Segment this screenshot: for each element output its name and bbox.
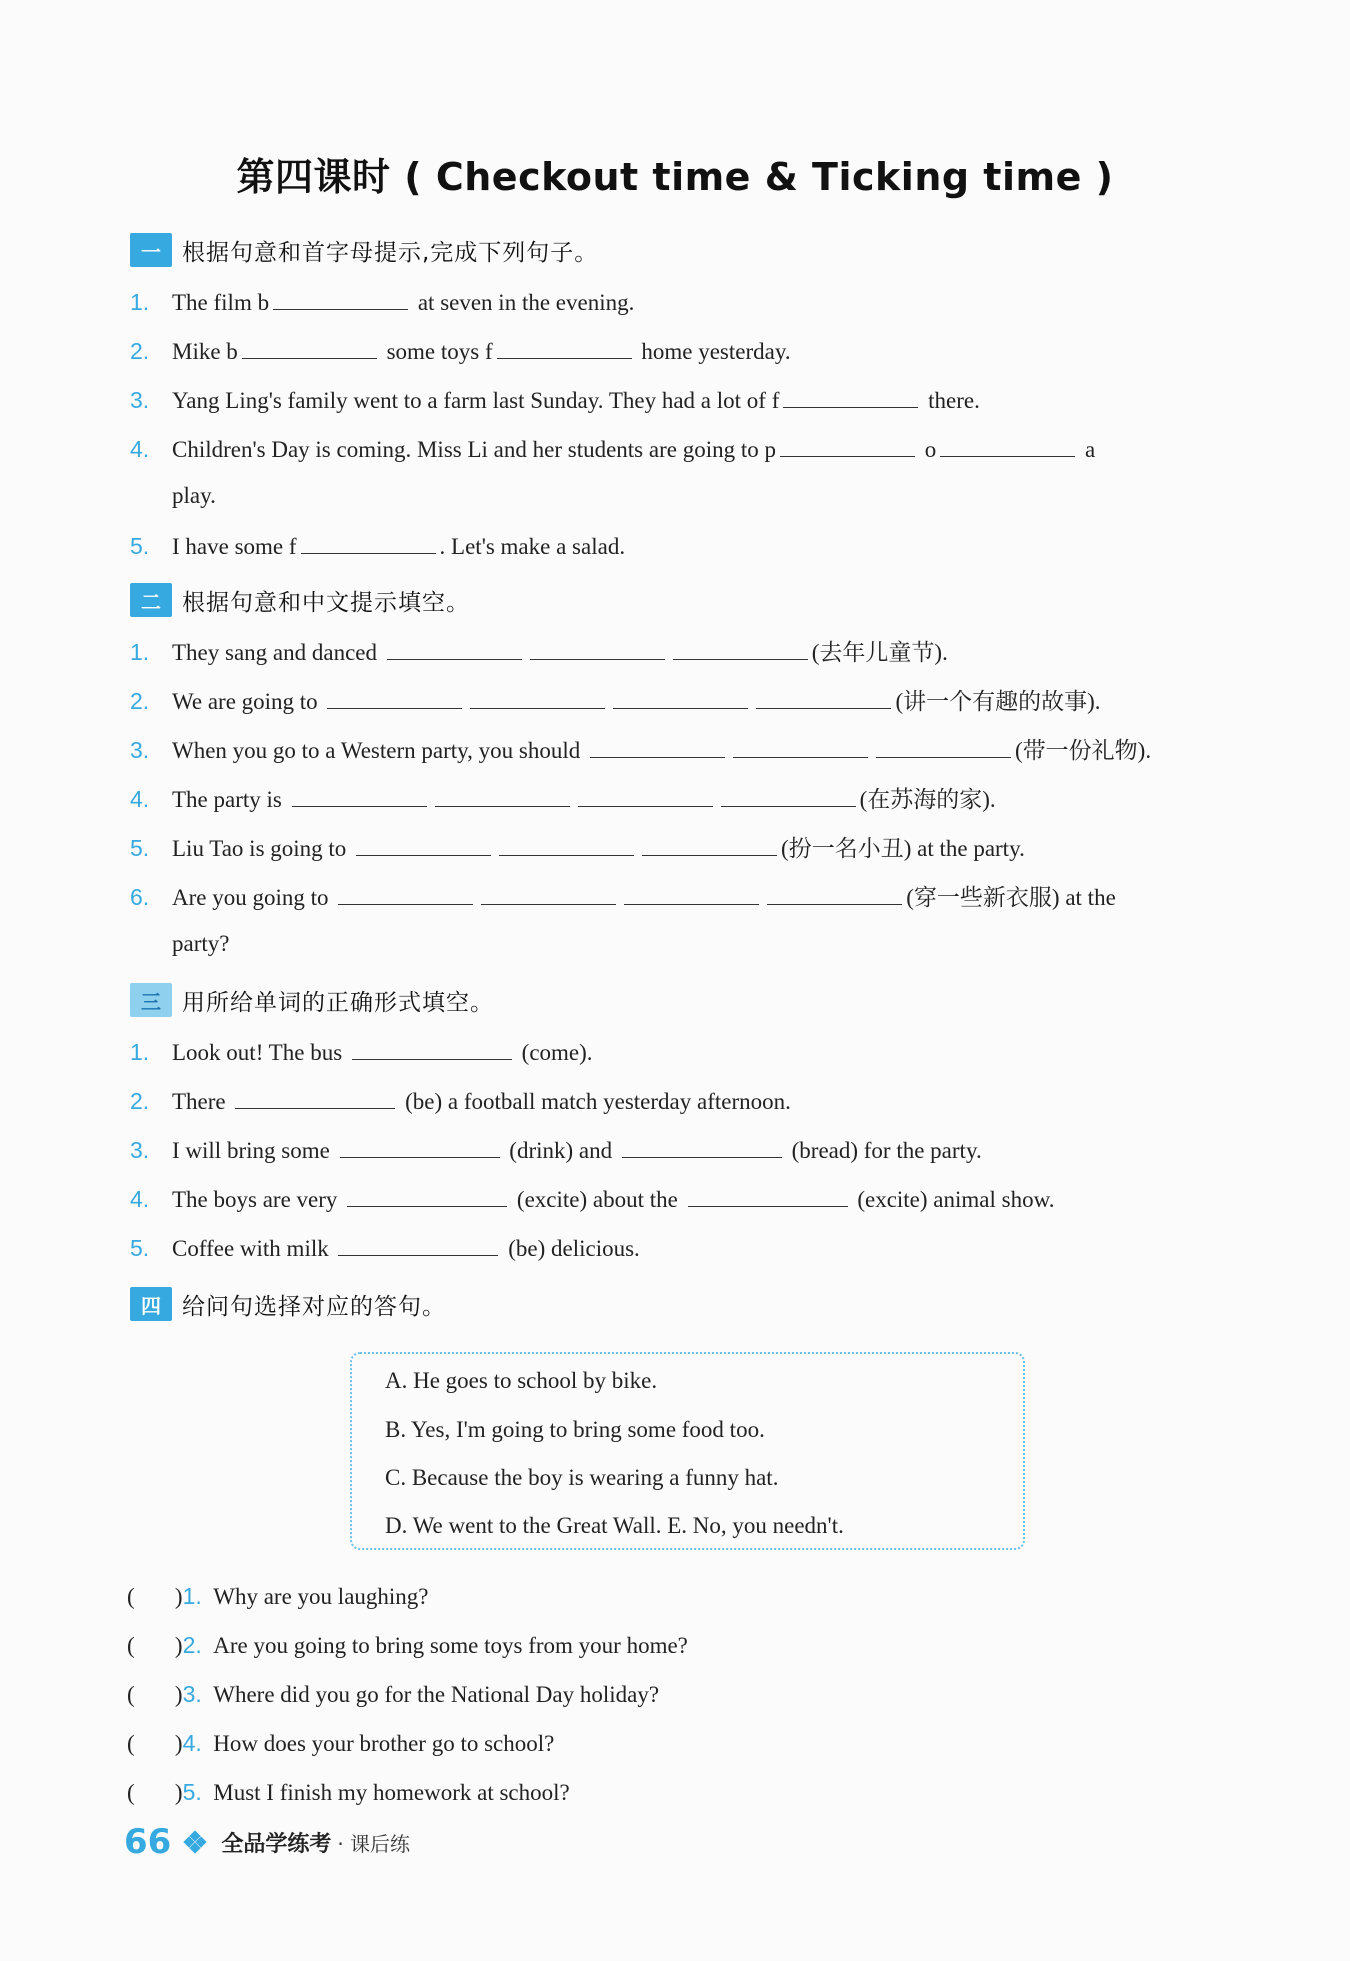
question-text: a (1085, 437, 1096, 462)
answer-blank[interactable] (940, 434, 1075, 457)
answer-blank[interactable] (340, 1135, 500, 1158)
s2-question-4 (130, 783, 996, 816)
s2-question-6 (130, 881, 1116, 914)
section-4-heading: 给问句选择对应的答句。 (182, 1293, 446, 1320)
question-text: Liu Tao is going to (172, 836, 347, 861)
question-text: Coffee with milk (172, 1236, 329, 1261)
option-b: B. Yes, I'm going to bring some food too. (385, 1417, 765, 1442)
question-number: 1. (130, 639, 150, 665)
section-2-badge: 二 (130, 583, 172, 617)
question-text: some toys f (386, 339, 493, 364)
answer-blank[interactable] (235, 1086, 395, 1109)
question-text: I will bring some (172, 1138, 330, 1163)
question-number: 4. (182, 1730, 202, 1756)
answer-blank[interactable] (435, 784, 570, 807)
question-number: 2. (130, 1088, 150, 1114)
answer-paren[interactable]: ( ) (127, 1731, 183, 1756)
s4-question-3 (127, 1681, 659, 1708)
s3-question-2 (130, 1085, 791, 1118)
question-number: 3. (182, 1681, 202, 1707)
section-3-badge: 三 (130, 983, 172, 1017)
question-number: 3. (130, 387, 150, 413)
answer-blank[interactable] (783, 385, 918, 408)
s1-question-1 (130, 286, 634, 319)
answer-paren[interactable]: ( ) (127, 1584, 183, 1609)
s2-question-1 (130, 636, 948, 669)
question-text: there. (928, 388, 980, 413)
answer-blank[interactable] (590, 735, 725, 758)
answer-blank[interactable] (780, 434, 915, 457)
section-1-heading: 根据句意和首字母提示,完成下列句子。 (182, 239, 599, 266)
question-number: 2. (182, 1632, 202, 1658)
question-text: at seven in the evening. (417, 290, 635, 315)
answer-blank[interactable] (242, 336, 377, 359)
answer-blank[interactable] (721, 784, 856, 807)
question-text: There (172, 1089, 226, 1114)
answer-blank[interactable] (327, 686, 462, 709)
question-text: The party is (172, 787, 282, 812)
question-text: Are you going to (172, 885, 329, 910)
s3-question-3 (130, 1134, 982, 1167)
s1-question-2 (130, 335, 791, 368)
option-d-e: D. We went to the Great Wall. E. No, you needn't. (385, 1513, 844, 1538)
question-text: (bread) for the party. (791, 1138, 982, 1163)
answer-blank[interactable] (876, 735, 1011, 758)
section-2-header (130, 580, 470, 620)
answer-blank[interactable] (356, 833, 491, 856)
question-number: 6. (130, 884, 150, 910)
question-number: 2. (130, 338, 150, 364)
question-number: 3. (130, 1137, 150, 1163)
question-number: 5. (182, 1779, 202, 1805)
s2-question-6-continued: party? (172, 931, 230, 956)
page-number: 66 (124, 1822, 172, 1862)
answer-blank[interactable] (767, 882, 902, 905)
question-text: Children's Day is coming. Miss Li and her students are going to p (172, 437, 776, 462)
question-text: Look out! The bus (172, 1040, 343, 1065)
question-text: (excite) animal show. (857, 1187, 1055, 1212)
question-text: (excite) about the (516, 1187, 678, 1212)
question-text: I have some f (172, 534, 297, 559)
s4-question-4 (127, 1730, 554, 1757)
answer-options-box (350, 1352, 1025, 1550)
option-c: C. Because the boy is wearing a funny hat. (385, 1465, 779, 1490)
question-number: 2. (130, 688, 150, 714)
answer-blank[interactable] (613, 686, 748, 709)
question-number: 1. (130, 1039, 150, 1065)
s1-question-3 (130, 384, 980, 417)
question-number: 4. (130, 436, 150, 462)
question-text: home yesterday. (641, 339, 791, 364)
s4-question-1 (127, 1583, 429, 1610)
question-text: We are going to (172, 689, 318, 714)
hint-text: (在苏海的家). (859, 787, 996, 812)
question-text: They sang and danced (172, 640, 378, 665)
answer-blank[interactable] (292, 784, 427, 807)
section-1-header (130, 230, 598, 270)
page-footer (124, 1822, 410, 1862)
section-4-header (130, 1284, 446, 1324)
question-text: The film b (172, 290, 270, 315)
answer-blank[interactable] (338, 1233, 498, 1256)
question-number: 1. (182, 1583, 202, 1609)
question-text: Yang Ling's family went to a farm last Sunday. They had a lot of f (172, 388, 780, 413)
hint-text: (穿一些新衣服) at the (906, 885, 1116, 910)
question-text: (drink) and (509, 1138, 613, 1163)
question-text: (be) delicious. (508, 1236, 640, 1261)
s3-question-1 (130, 1036, 593, 1069)
question-text: o (924, 437, 937, 462)
s2-question-5 (130, 832, 1025, 865)
question-number: 4. (130, 1186, 150, 1212)
answer-blank[interactable] (301, 531, 436, 554)
question-text: . Let's make a salad. (439, 534, 626, 559)
question-text: The boys are very (172, 1187, 338, 1212)
question-text: Mike b (172, 339, 238, 364)
answer-paren[interactable]: ( ) (127, 1682, 183, 1707)
answer-blank[interactable] (733, 735, 868, 758)
answer-blank[interactable] (497, 336, 632, 359)
answer-blank[interactable] (499, 833, 634, 856)
question-text: Must I finish my homework at school? (213, 1780, 570, 1805)
question-number: 1. (130, 289, 150, 315)
question-text: Why are you laughing? (213, 1584, 429, 1609)
section-1-badge: 一 (130, 233, 172, 267)
question-text: Are you going to bring some toys from your home? (213, 1633, 688, 1658)
answer-blank[interactable] (352, 1037, 512, 1060)
question-number: 5. (130, 835, 150, 861)
s1-question-5 (130, 530, 625, 563)
question-text: Where did you go for the National Day holiday? (213, 1682, 660, 1707)
question-number: 5. (130, 533, 150, 559)
hint-text: (带一份礼物). (1015, 738, 1152, 763)
s1-question-4-continued: play. (172, 483, 216, 508)
answer-blank[interactable] (530, 637, 665, 660)
answer-blank[interactable] (273, 287, 408, 310)
section-4-badge: 四 (130, 1287, 172, 1321)
answer-blank[interactable] (387, 637, 522, 660)
answer-blank[interactable] (756, 686, 891, 709)
hint-text: (讲一个有趣的故事). (895, 689, 1101, 714)
question-number: 3. (130, 737, 150, 763)
answer-blank[interactable] (688, 1184, 848, 1207)
question-number: 4. (130, 786, 150, 812)
s3-question-4 (130, 1183, 1054, 1216)
hint-text: (扮一名小丑) at the party. (781, 836, 1025, 861)
section-2-heading: 根据句意和中文提示填空。 (182, 589, 470, 616)
question-text: (be) a football match yesterday afternoon. (405, 1089, 791, 1114)
question-text: (come). (521, 1040, 593, 1065)
hint-text: (去年儿童节). (811, 640, 948, 665)
question-number: 5. (130, 1235, 150, 1261)
answer-blank[interactable] (673, 637, 808, 660)
answer-blank[interactable] (578, 784, 713, 807)
answer-blank[interactable] (347, 1184, 507, 1207)
page-title: 第四课时 ( Checkout time & Ticking time ) (236, 155, 1114, 199)
answer-blank[interactable] (622, 1135, 782, 1158)
s4-question-5 (127, 1779, 570, 1806)
answer-blank[interactable] (470, 686, 605, 709)
section-3-heading: 用所给单词的正确形式填空。 (182, 989, 494, 1016)
brand-name: 全品学练考 (221, 1831, 332, 1857)
answer-blank[interactable] (481, 882, 616, 905)
answer-paren[interactable]: ( ) (127, 1780, 183, 1805)
s2-question-3 (130, 734, 1151, 767)
diamond-logo-icon (185, 1832, 205, 1852)
answer-blank[interactable] (624, 882, 759, 905)
question-text: How does your brother go to school? (213, 1731, 555, 1756)
option-a: A. He goes to school by bike. (385, 1368, 658, 1393)
brand-subtitle: · 课后练 (337, 1831, 411, 1856)
s2-question-2 (130, 685, 1101, 718)
section-3-header (130, 980, 494, 1020)
question-text: When you go to a Western party, you should (172, 738, 581, 763)
s1-question-4 (130, 433, 1095, 466)
answer-paren[interactable]: ( ) (127, 1633, 183, 1658)
s3-question-5 (130, 1232, 640, 1265)
answer-blank[interactable] (338, 882, 473, 905)
answer-blank[interactable] (642, 833, 777, 856)
s4-question-2 (127, 1632, 688, 1659)
